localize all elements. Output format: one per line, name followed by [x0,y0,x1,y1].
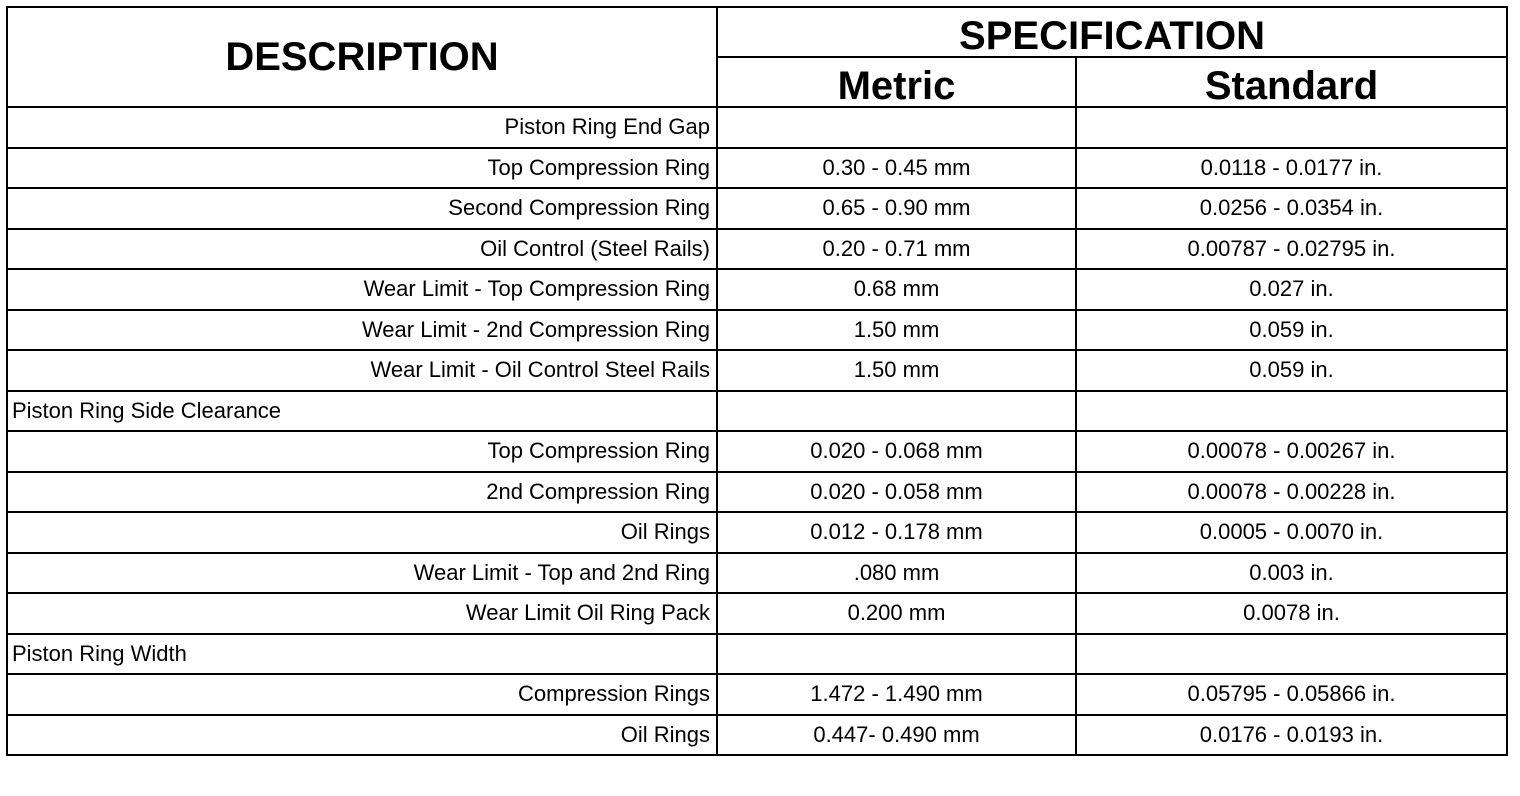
table-row [7,350,1507,391]
description-cell: Second Compression Ring [7,188,717,229]
description-cell: Wear Limit Oil Ring Pack [7,593,717,634]
metric-value-cell [717,391,1076,432]
table-row [7,148,1507,189]
standard-value-cell: 0.00787 - 0.02795 in. [1076,229,1507,270]
description-cell: Top Compression Ring [7,431,717,472]
table-row [7,472,1507,513]
section-row [7,391,1507,432]
metric-value-cell: 0.20 - 0.71 mm [717,229,1076,270]
standard-value-cell: 0.0078 in. [1076,593,1507,634]
standard-value-cell: 0.0005 - 0.0070 in. [1076,512,1507,553]
table-row [7,188,1507,229]
metric-value-cell [717,107,1076,148]
metric-value-cell: 0.012 - 0.178 mm [717,512,1076,553]
section-row [7,634,1507,675]
table-row [7,593,1507,634]
standard-value-cell: 0.0176 - 0.0193 in. [1076,715,1507,756]
standard-value-cell: 0.05795 - 0.05866 in. [1076,674,1507,715]
header-row-top [7,7,1507,57]
section-title: Piston Ring Width [7,634,717,675]
table-row [7,715,1507,756]
description-cell: Wear Limit - Top and 2nd Ring [7,553,717,594]
specification-table [6,6,1508,756]
table-body [7,107,1507,755]
description-cell: Compression Rings [7,674,717,715]
table-header [7,7,1507,107]
description-cell: Oil Rings [7,512,717,553]
table-row [7,229,1507,270]
metric-value-cell: 1.50 mm [717,350,1076,391]
description-cell: Wear Limit - Top Compression Ring [7,269,717,310]
standard-value-cell: 0.0256 - 0.0354 in. [1076,188,1507,229]
standard-value-cell: 0.027 in. [1076,269,1507,310]
description-cell: Oil Control (Steel Rails) [7,229,717,270]
section-row [7,107,1507,148]
specification-header: SPECIFICATION [717,7,1507,57]
metric-header: Metric [717,57,1076,107]
table-row [7,553,1507,594]
standard-value-cell: 0.003 in. [1076,553,1507,594]
standard-value-cell [1076,107,1507,148]
metric-value-cell: 0.68 mm [717,269,1076,310]
description-cell: Wear Limit - 2nd Compression Ring [7,310,717,351]
table-row [7,512,1507,553]
metric-value-cell: 0.020 - 0.058 mm [717,472,1076,513]
standard-value-cell: 0.00078 - 0.00267 in. [1076,431,1507,472]
metric-value-cell: 0.30 - 0.45 mm [717,148,1076,189]
description-cell: Oil Rings [7,715,717,756]
standard-value-cell: 0.059 in. [1076,310,1507,351]
metric-value-cell: 1.472 - 1.490 mm [717,674,1076,715]
metric-value-cell: 0.200 mm [717,593,1076,634]
description-cell: Top Compression Ring [7,148,717,189]
table-row [7,269,1507,310]
metric-value-cell: 0.020 - 0.068 mm [717,431,1076,472]
table-row [7,674,1507,715]
metric-value-cell: 1.50 mm [717,310,1076,351]
standard-header: Standard [1076,57,1507,107]
section-title: Piston Ring End Gap [7,107,717,148]
standard-value-cell: 0.0118 - 0.0177 in. [1076,148,1507,189]
table-row [7,431,1507,472]
table-row [7,310,1507,351]
metric-value-cell [717,634,1076,675]
standard-value-cell [1076,634,1507,675]
metric-value-cell: 0.65 - 0.90 mm [717,188,1076,229]
standard-value-cell: 0.059 in. [1076,350,1507,391]
standard-value-cell [1076,391,1507,432]
description-cell: Wear Limit - Oil Control Steel Rails [7,350,717,391]
metric-value-cell: 0.447- 0.490 mm [717,715,1076,756]
metric-value-cell: .080 mm [717,553,1076,594]
description-cell: 2nd Compression Ring [7,472,717,513]
section-title: Piston Ring Side Clearance [7,391,717,432]
description-header: DESCRIPTION [7,7,717,107]
standard-value-cell: 0.00078 - 0.00228 in. [1076,472,1507,513]
